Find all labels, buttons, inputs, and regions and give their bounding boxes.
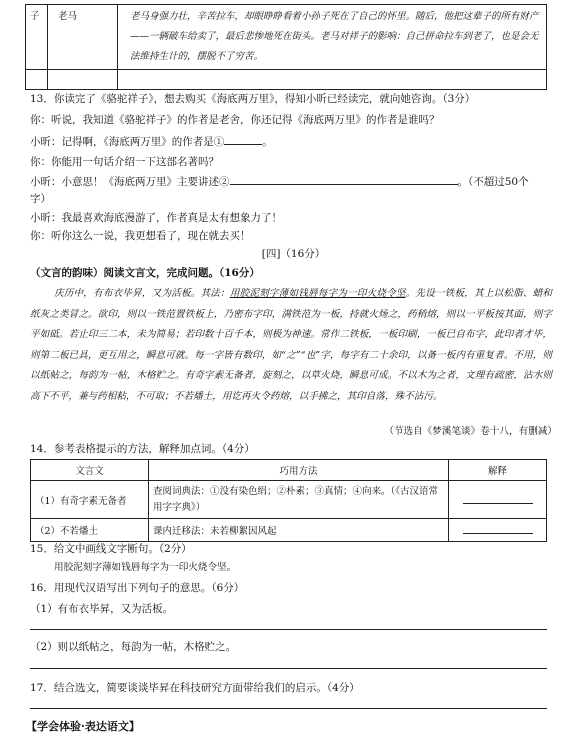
q14-header-text: 文言文 (31, 460, 149, 481)
table-cell-character: 老马 (48, 5, 118, 70)
passage-part-b: 。先设一铁板，其上以松脂、蜡和纸灰之类冒之。欲印，则以一铁范置铁板上，乃密布字印，满铁范为一板，持就火炀之，药稍熔，则以一平板按其面，则字平如砥。若止印三二本，未为简易；若印数十百千本，则极为神速。常作二铁板，一板印刷，一板已自布字，此印者才毕，则第二板已具，更互用之，瞬息可就。每一字皆有数印，如“之”“也”字，每字有二十余印，以备一板内有重复者。不用，则以纸帖之，每韵为一帖，木格贮之。有奇字素无备者，旋刻之，以草火烧，瞬息可成。不以木为之者，文理有疏密，沾水则高下不平，兼与药相粘，不可取；不若燔土，用讫再火令药熔，以手拂之，其印自落，殊不沾污。 (30, 288, 553, 402)
table-cell-category: 子 (26, 5, 48, 70)
q14-header-method: 巧用方法 (149, 460, 449, 481)
q16-sentence-1: （1）有布衣毕昇，又为活板。 (30, 603, 174, 615)
q16-sentence-2: （2）则以纸帖之，每韵为一帖，木格贮之。 (30, 641, 237, 653)
q13-line-2-end: 。 (262, 136, 273, 148)
table-cell-description: 老马身强力壮，辛苦拉车，却眼睁睁看着小孙子死在了自己的怀里。随后，他把这辈子的所有财产——一辆破车给卖了，最后悲惨地死在街头。老马对祥子的影响：自己拼命拉车到老了，也是会无法维持生计的，摆脱不了穷苦。 (118, 5, 547, 70)
q13-line-4-end: 。（不超过50个 (457, 176, 529, 188)
q13-line-2-text: 小昕：记得啊，《海底两万里》的作者是① (30, 136, 225, 148)
answer-line-17[interactable] (30, 708, 547, 709)
q14-row1-text: （1）有奇字素无备者 (31, 481, 149, 519)
q13-line-6: 你：听你这么一说，我更想看了，现在就去买！ (30, 230, 251, 242)
q17-stem: 17．结合选文，简要谈谈毕昇在科技研究方面带给我们的启示。（4分） (30, 682, 360, 694)
q13-line-3: 你：你能用一句话介绍一下这部名著吗？ (30, 156, 219, 168)
answer-line-16-2[interactable] (30, 668, 547, 669)
table-cell-empty (48, 70, 118, 90)
q13-line-2 (30, 133, 273, 150)
answer-line-16-1[interactable] (30, 629, 547, 630)
q14-header-explain: 解释 (449, 460, 547, 481)
q15-text: 用胶泥刻字薄如钱唇每字为一印火烧令坚。 (54, 562, 237, 573)
passage-underlined: 用胶泥刻字薄如钱唇每字为一印火烧令坚 (229, 288, 406, 299)
q13-stem: 13．你读完了《骆驼祥子》，想去购买《海底两万里》，得知小昕已经读完，就向她咨询。（3分） (30, 93, 476, 105)
q13-line-4-text: 小昕：小意思！《海底两万里》主要讲述② (30, 176, 230, 188)
q13-line-1: 你：听说，我知道《骆驼祥子》的作者是老舍，你还记得《海底两万里》的作者是谁吗？ (30, 114, 440, 126)
section-heading: [四]（16分） (261, 248, 326, 260)
q13-line-5: 小昕：我最喜欢海底漫游了，作者真是太有想象力了！ (30, 212, 282, 224)
q15-stem: 15．给文中画线文字断句。（2分） (30, 543, 192, 555)
q14-row1-answer[interactable] (449, 481, 547, 519)
passage-source: （节选自《梦溪笔谈》卷十八，有删减） (384, 426, 557, 437)
section-footer: 【学会体验·表达语文】 (26, 720, 140, 733)
q13-line-4b: 字） (30, 193, 51, 205)
classical-passage (30, 284, 552, 408)
table-cell-empty (118, 70, 547, 90)
q14-row2-text: （2）不若燔土 (31, 519, 149, 542)
q13-line-4 (30, 173, 529, 190)
q14-row2-answer[interactable] (449, 519, 547, 542)
answer-blank[interactable] (463, 523, 533, 534)
answer-blank-2[interactable] (230, 173, 458, 185)
passage-part-a: 庆历中，有布衣毕昇，又为活板。其法： (54, 288, 230, 299)
q14-table (30, 459, 547, 542)
q14-stem: 14．参考表格提示的方法，解释加点词。（4分） (30, 443, 255, 455)
q14-row1-method: 查阅词典法：①没有染色绢；②朴素；③真情；④向来。（《古汉语常用字字典》） (149, 481, 449, 519)
q14-row2-method: 课内迁移法：未若柳絮因风起 (149, 519, 449, 542)
answer-blank-1[interactable] (224, 133, 262, 145)
table-cell-empty (26, 70, 48, 90)
character-table (25, 4, 547, 90)
section-title: （文言的韵味）阅读文言文，完成问题。（16分） (30, 267, 260, 279)
answer-blank[interactable] (463, 493, 533, 504)
q16-stem: 16．用现代汉语写出下列句子的意思。（6分） (30, 582, 245, 594)
